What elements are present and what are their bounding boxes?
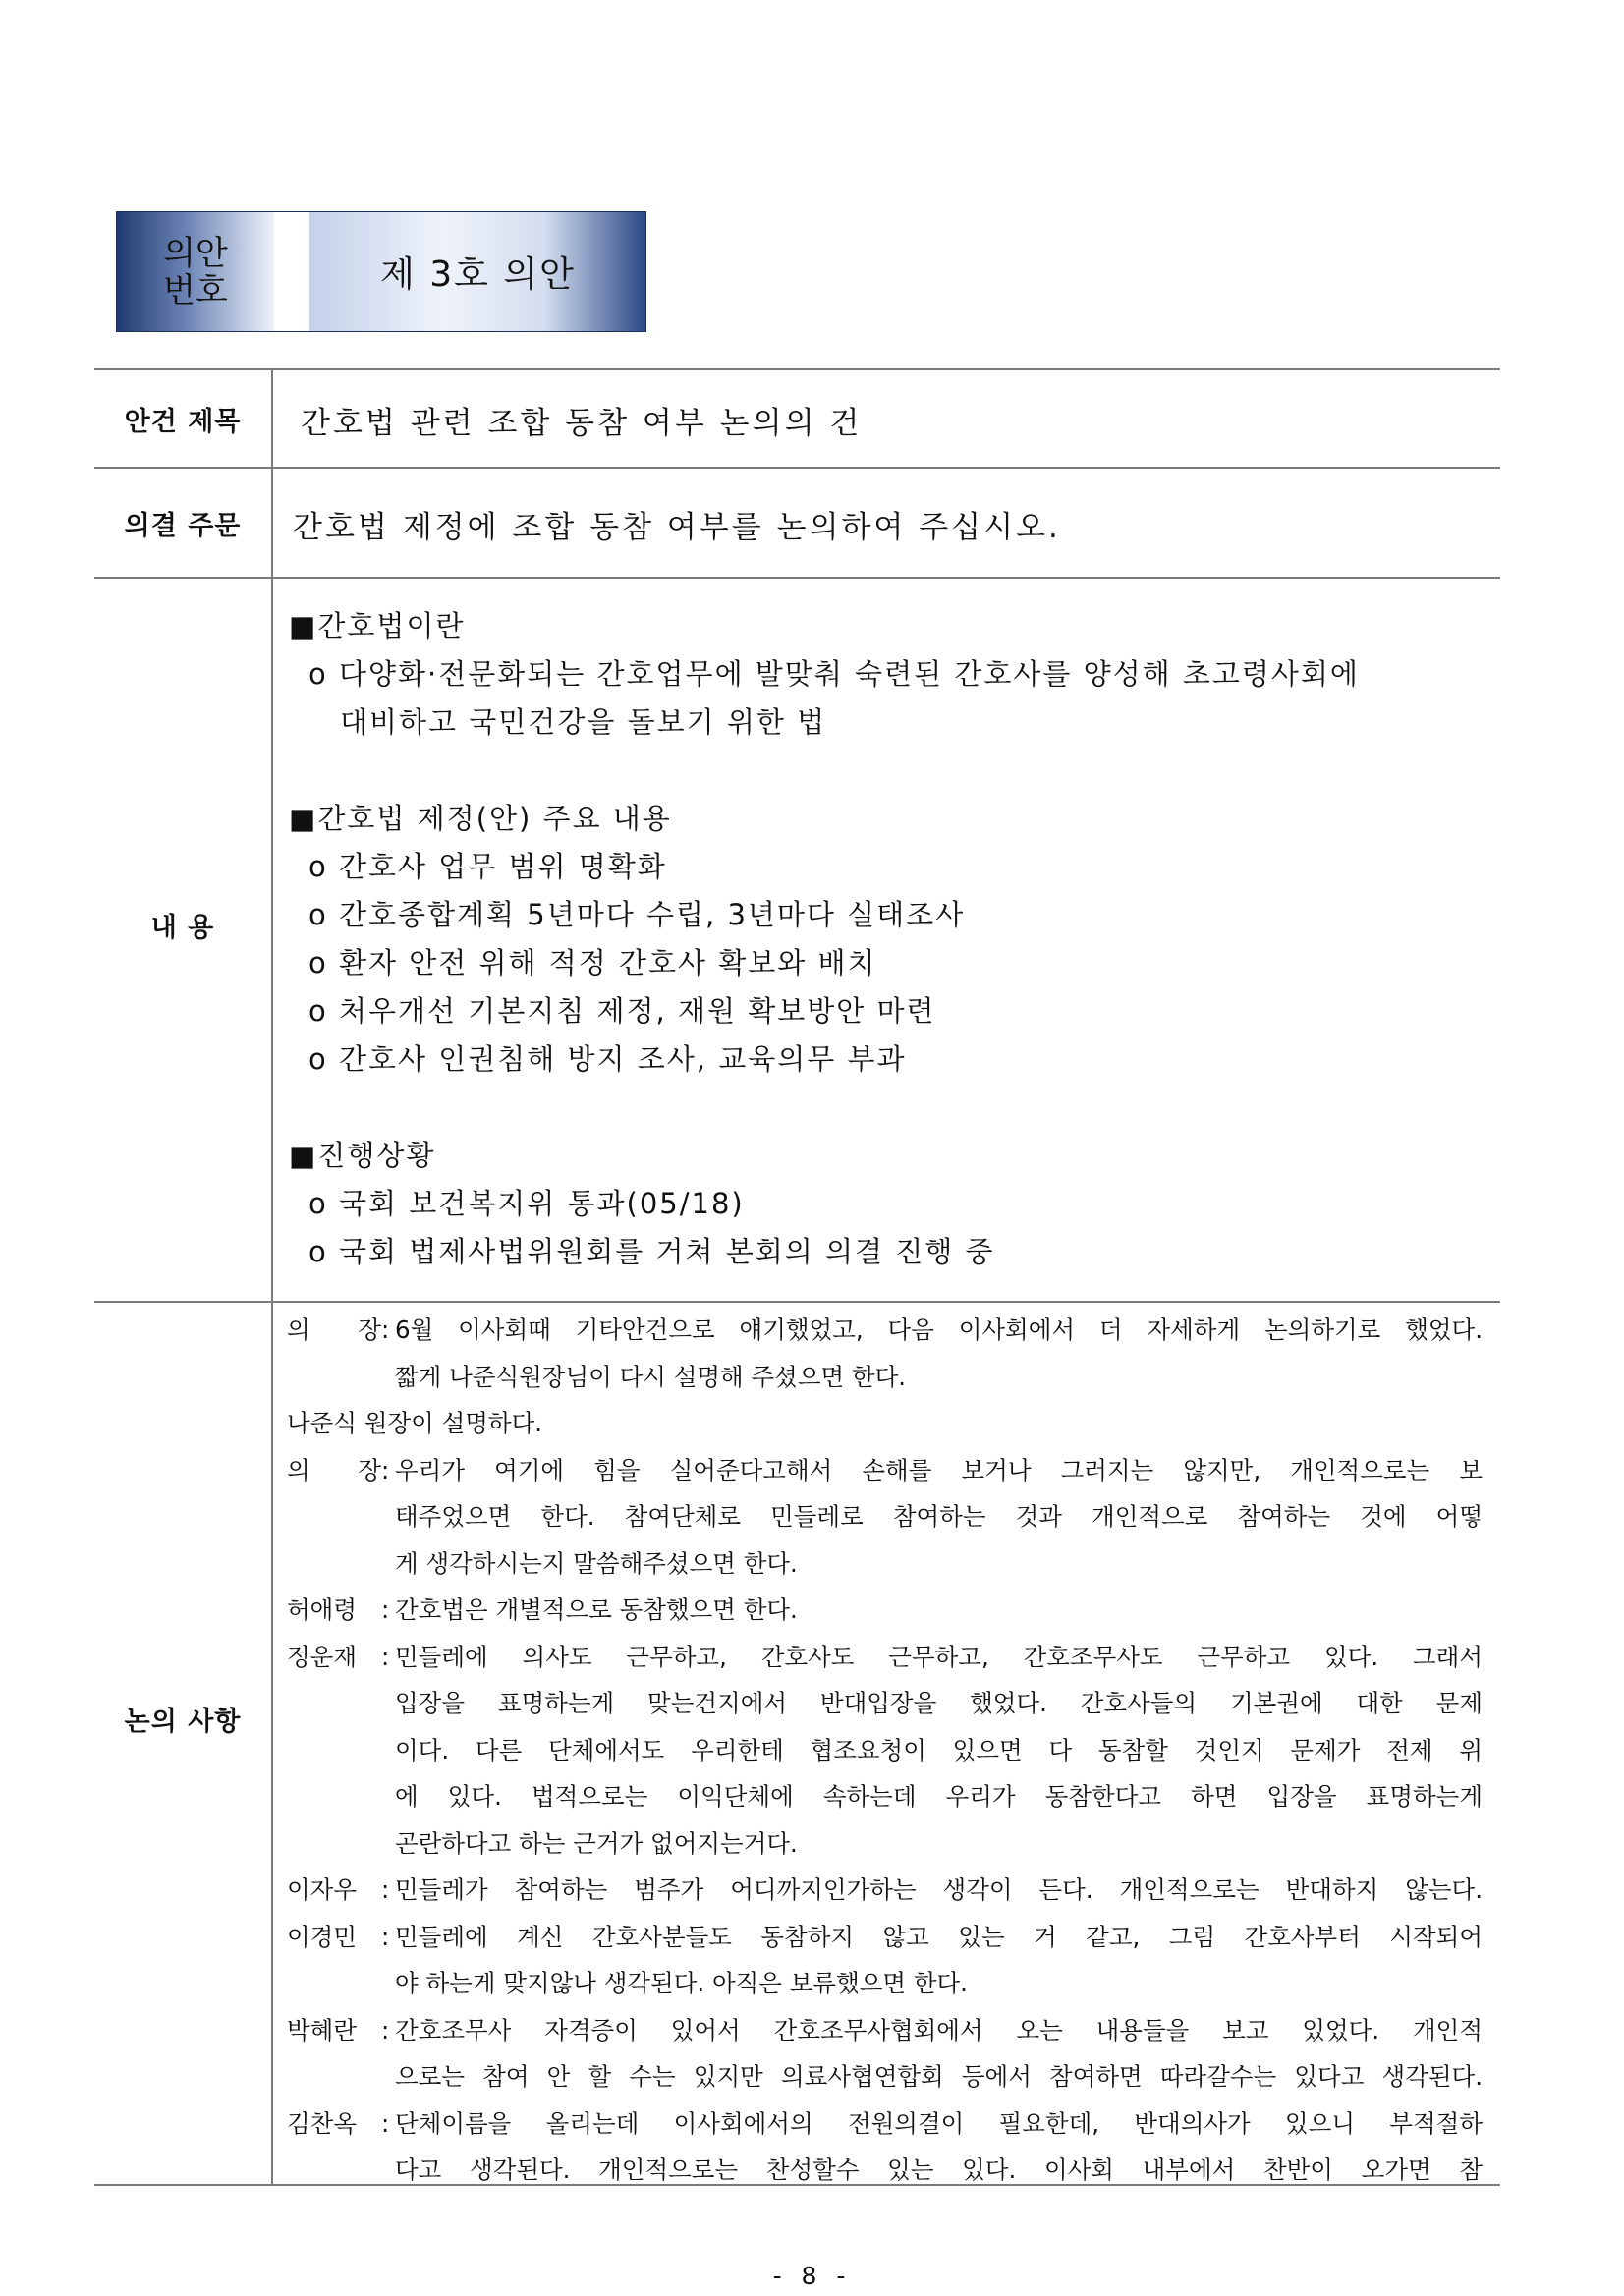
- speaker-colon: :: [381, 1596, 390, 1624]
- agenda-title: 간호법 관련 조합 동참 여부 논의의 건: [301, 406, 863, 441]
- discussion-cell: [273, 1303, 1500, 2184]
- section-heading: ■간호법 제정(안) 주요 내용: [289, 802, 672, 835]
- content-cell: [273, 579, 1500, 1301]
- minutes-entry: [287, 1307, 1483, 1354]
- minutes-text: 간호조무사 자격증이 있어서 간호조무사협회에서 오는 내용들을 보고 있었다. 개인적: [395, 2015, 1483, 2044]
- content-line: o 다양화·전문화되는 간호업무에 발맞춰 숙련된 간호사를 양성해 초고령사회에: [308, 657, 1360, 691]
- minutes-line: [287, 1354, 1483, 1401]
- content-line: o 간호사 업무 범위 명확화: [308, 850, 667, 883]
- speaker-colon: :: [381, 2015, 390, 2044]
- speaker-name: 정운재: [287, 1642, 358, 1671]
- resolution-cell: [273, 469, 1500, 577]
- minutes-continuation: 곤란하다고 하는 근거가 없어지는거다.: [395, 1828, 798, 1858]
- minutes-entry: [287, 1634, 1483, 1681]
- minutes-line: [287, 1727, 1483, 1774]
- content-row: [94, 577, 1500, 1301]
- discussion-body: [273, 1303, 1500, 2194]
- resolution-text: 간호법 제정에 조합 동참 여부를 논의하여 주십시오.: [293, 510, 1061, 545]
- minutes-text: 6월 이사회때 기타안건으로 얘기했었고, 다음 이사회에서 더 자세하게 논의하기로 했었다.: [395, 1316, 1483, 1344]
- discussion-row: [94, 1301, 1500, 2186]
- speaker-name: 이경민: [287, 1922, 358, 1951]
- section-spacer: [289, 1084, 1500, 1132]
- speaker-colon: :: [381, 1876, 390, 1904]
- speaker-colon: :: [381, 1922, 390, 1951]
- minutes-line: [287, 1820, 1483, 1868]
- page-number: - 8 -: [772, 2262, 852, 2290]
- minutes-continuation: 짧게 나준식원장님이 다시 설명해 주셨으면 한다.: [395, 1362, 907, 1391]
- minutes-line: [287, 2053, 1483, 2100]
- minutes-continuation: 으로는 참여 안 할 수는 있지만 의료사협연합회 등에서 참여하면 따라갈수는 있다고 생각된다.: [395, 2062, 1483, 2091]
- bill-number-value: 제 3호 의안: [309, 212, 645, 331]
- minutes-continuation: 태주었으면 한다. 참여단체로 민들레로 참여하는 것과 개인적으로 참여하는 것에 어떻: [395, 1502, 1483, 1531]
- minutes-text: 우리가 여기에 힘을 실어준다고해서 손해를 보거나 그러지는 않지만, 개인적으로는 보: [395, 1455, 1483, 1484]
- speaker-name: 박혜란: [287, 2015, 358, 2044]
- bill-number-label-line1: 의안: [163, 233, 228, 273]
- minutes-line: [287, 1493, 1483, 1540]
- speaker-colon: :: [381, 1642, 390, 1671]
- minutes-text: 민들레가 참여하는 범주가 어디까지인가하는 생각이 든다. 개인적으로는 반대하지 않는다.: [395, 1876, 1483, 1904]
- minutes-text: 간호법은 개별적으로 동참했으면 한다.: [395, 1596, 798, 1624]
- speaker-colon: :: [381, 1455, 390, 1484]
- minutes-continuation: 다고 생각된다. 개인적으로는 찬성할수 있는 있다. 이사회 내부에서 찬반이 오가면 참: [395, 2156, 1483, 2184]
- minutes-entry: [287, 1587, 1483, 1634]
- minutes-continuation: 입장을 표명하는게 맞는건지에서 반대입장을 했었다. 간호사들의 기본권에 대한 문제: [395, 1689, 1483, 1717]
- content-line: 대비하고 국민건강을 돌보기 위한 법: [340, 705, 827, 739]
- speaker-name: 의 장: [287, 1316, 381, 1344]
- section-spacer: [289, 747, 1500, 795]
- bill-number-badge: [116, 211, 646, 332]
- minutes-entry: [287, 1914, 1483, 1961]
- speaker-name: 김찬옥: [287, 2108, 358, 2138]
- section-heading: ■진행상황: [289, 1139, 436, 1172]
- title-row: [94, 368, 1500, 467]
- speaker-name: 허애령: [287, 1596, 358, 1624]
- content-body: [273, 579, 1500, 1276]
- content-line: o 처우개선 기본지침 제정, 재원 확보방안 마련: [308, 994, 936, 1028]
- minutes-entry: [287, 1867, 1483, 1914]
- speaker-name: 의 장: [287, 1455, 381, 1484]
- section-heading: ■간호법이란: [289, 609, 466, 643]
- resolution-label: 의결 주문: [94, 469, 273, 577]
- minutes-line: [287, 1400, 1483, 1447]
- content-label: 내 용: [94, 579, 273, 1301]
- minutes-text: 단체이름을 올리는데 이사회에서의 전원의결이 필요한데, 반대의사가 있으니 부적절하: [395, 2108, 1483, 2138]
- minutes-entry: [287, 2100, 1483, 2148]
- bill-number-label-box: [117, 212, 274, 331]
- minutes-entry: [287, 1447, 1483, 1494]
- speaker-colon: :: [381, 1316, 390, 1344]
- minutes-note: 나준식 원장이 설명하다.: [287, 1409, 543, 1437]
- content-line: o 환자 안전 위해 적정 간호사 확보와 배치: [308, 946, 877, 980]
- minutes-line: [287, 1960, 1483, 2007]
- minutes-line: [287, 2147, 1483, 2194]
- agenda-table: [94, 368, 1500, 2186]
- minutes-entry: [287, 2007, 1483, 2054]
- minutes-line: [287, 1680, 1483, 1727]
- minutes-continuation: 야 하는게 맞지않나 생각된다. 아직은 보류했으면 한다.: [395, 1969, 968, 1997]
- badge-divider: [274, 212, 309, 331]
- speaker-colon: :: [381, 2108, 390, 2138]
- content-line: o 간호사 인권침해 방지 조사, 교육의무 부과: [308, 1042, 907, 1076]
- discussion-label: 논의 사항: [94, 1303, 273, 2184]
- minutes-line: [287, 1773, 1483, 1820]
- resolution-row: [94, 467, 1500, 577]
- minutes-continuation: 이다. 다른 단체에서도 우리한테 협조요청이 있으면 다 동참할 것인지 문제가 전제 위: [395, 1735, 1483, 1764]
- content-line: o 국회 법제사법위원회를 거쳐 본회의 의결 진행 중: [308, 1235, 995, 1268]
- content-line: o 국회 보건복지위 통과(05/18): [308, 1187, 745, 1220]
- speaker-name: 이자우: [287, 1876, 358, 1904]
- title-cell: [273, 370, 1500, 467]
- title-label: 안건 제목: [94, 370, 273, 467]
- bill-number-label-line2: 번호: [163, 270, 228, 310]
- minutes-text: 민들레에 의사도 근무하고, 간호사도 근무하고, 간호조무사도 근무하고 있다. 그래서: [395, 1642, 1483, 1671]
- minutes-line: [287, 1540, 1483, 1588]
- minutes-continuation: 게 생각하시는지 말씀해주셨으면 한다.: [395, 1548, 798, 1578]
- minutes-continuation: 에 있다. 법적으로는 이익단체에 속하는데 우리가 동참한다고 하면 입장을 표명하는게: [395, 1782, 1483, 1811]
- minutes-text: 민들레에 계신 간호사분들도 동참하지 않고 있는 거 같고, 그럼 간호사부터 시작되어: [395, 1922, 1483, 1951]
- content-line: o 간호종합계획 5년마다 수립, 3년마다 실태조사: [308, 898, 966, 931]
